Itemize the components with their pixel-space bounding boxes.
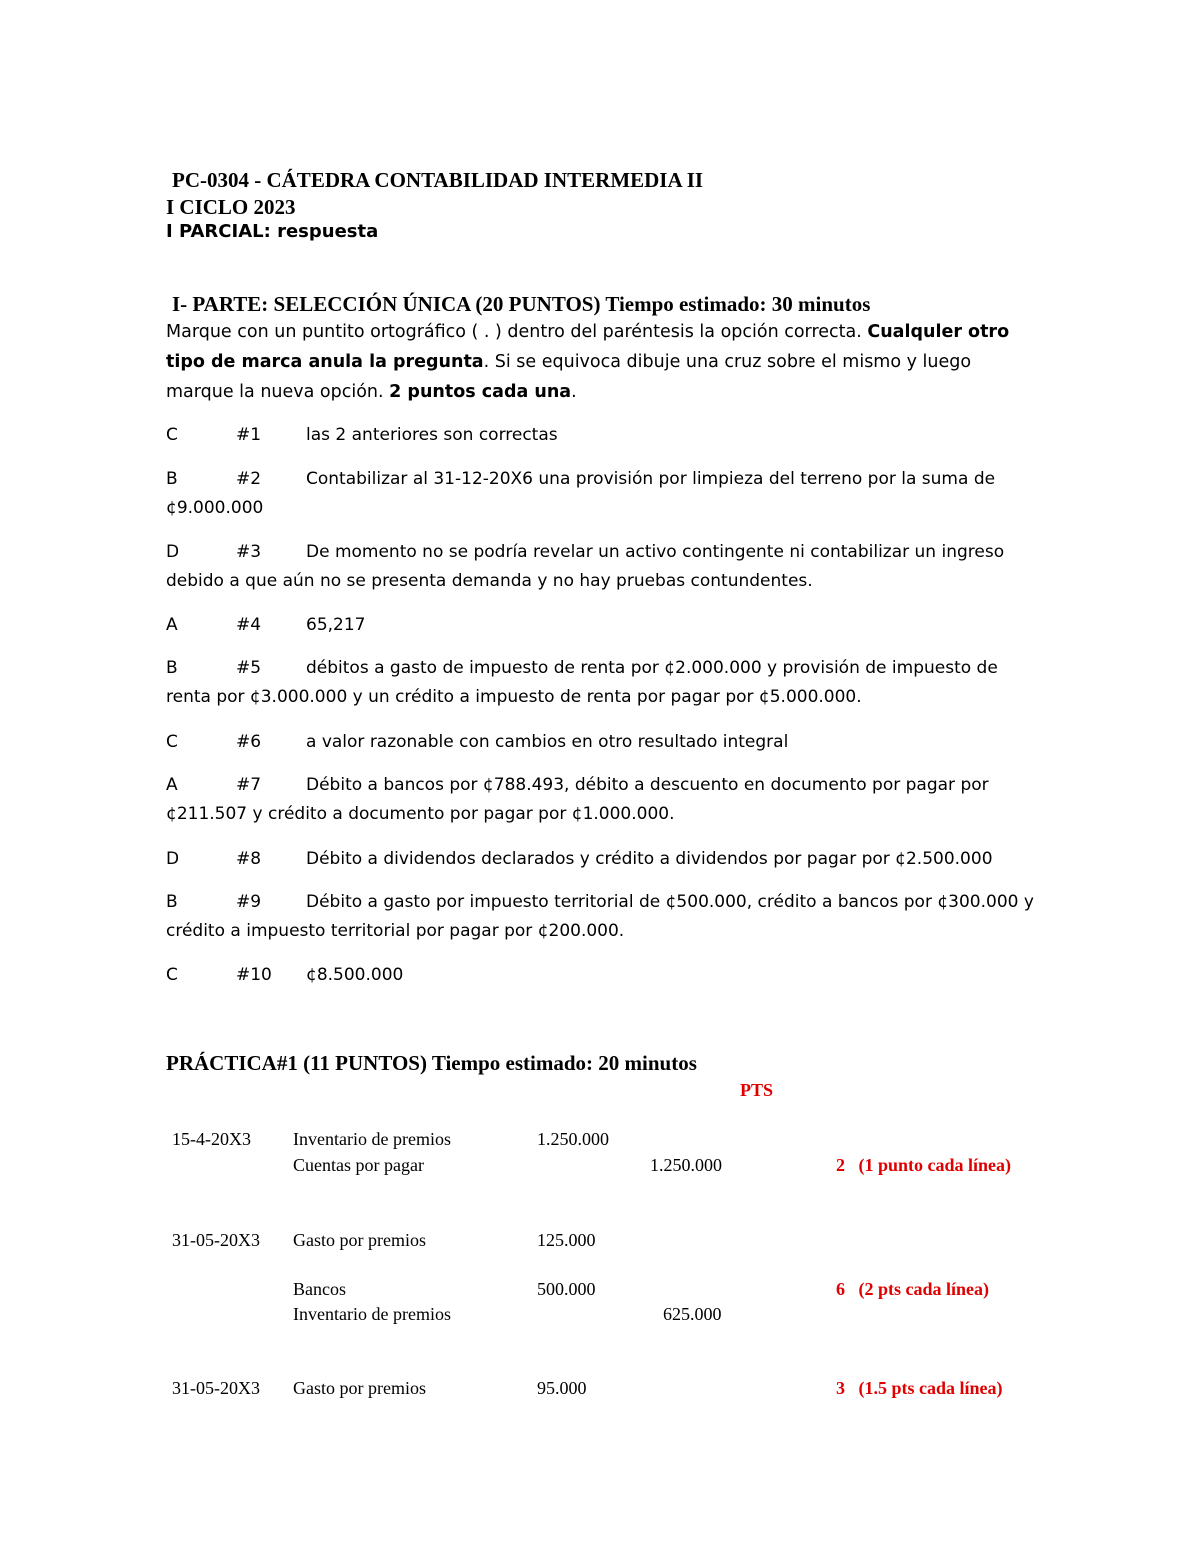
answer-letter: C bbox=[166, 965, 178, 985]
answer-item bbox=[166, 465, 1036, 523]
answer-text: a valor razonable con cambios en otro resultado integral bbox=[306, 732, 789, 752]
answer-text: Débito a dividendos declarados y crédito a dividendos por pagar por ¢2.500.000 bbox=[306, 849, 993, 869]
question-number: #9 bbox=[236, 892, 262, 912]
entry-debit: 500.000 bbox=[537, 1279, 596, 1299]
answer-text: Contabilizar al 31-12-20X6 una provisión por limpieza del terreno por la suma de ¢9.000.000 bbox=[166, 469, 996, 518]
answer-text: De momento no se podría revelar un activo contingente ni contabilizar un ingreso debido a que aún no se presenta demanda y no hay pruebas contundentes. bbox=[166, 542, 1005, 591]
entry-points: 6 (2 pts cada línea) bbox=[836, 1279, 989, 1299]
answer-item bbox=[166, 771, 1036, 829]
cycle-label: I CICLO 2023 bbox=[166, 195, 296, 219]
entry-credit: 1.250.000 bbox=[650, 1155, 722, 1175]
course-title: PC-0304 - CÁTEDRA CONTABILIDAD INTERMEDIA II bbox=[172, 168, 704, 192]
answer-item bbox=[166, 538, 1036, 596]
answer-letter: B bbox=[166, 658, 178, 678]
answer-item bbox=[166, 611, 1036, 640]
answer-text: Débito a gasto por impuesto territorial de ¢500.000, crédito a bancos por ¢300.000 y crédito a impuesto territorial por pagar por ¢200.000. bbox=[166, 892, 1034, 941]
entry-account: Gasto por premios bbox=[293, 1230, 426, 1250]
question-number: #4 bbox=[236, 615, 262, 635]
part1-instructions bbox=[166, 317, 1036, 407]
entry-account: Inventario de premios bbox=[293, 1129, 451, 1149]
question-number: #7 bbox=[236, 775, 262, 795]
question-number: #8 bbox=[236, 849, 262, 869]
question-number: #2 bbox=[236, 469, 262, 489]
question-number: #1 bbox=[236, 425, 262, 445]
instr-text-3: . bbox=[571, 382, 577, 402]
part1-title: I- PARTE: SELECCIÓN ÚNICA (20 PUNTOS) Tiempo estimado: 30 minutos bbox=[172, 292, 871, 316]
answer-text: ¢8.500.000 bbox=[306, 965, 404, 985]
entry-account: Cuentas por pagar bbox=[293, 1155, 424, 1175]
question-number: #3 bbox=[236, 542, 262, 562]
answer-letter: B bbox=[166, 469, 178, 489]
entry-account: Inventario de premios bbox=[293, 1304, 451, 1324]
answer-letter: A bbox=[166, 615, 178, 635]
answer-item bbox=[166, 845, 1036, 874]
answer-item bbox=[166, 961, 1036, 990]
answer-text: las 2 anteriores son correctas bbox=[306, 425, 558, 445]
question-number: #6 bbox=[236, 732, 262, 752]
entry-account: Bancos bbox=[293, 1279, 346, 1299]
practice1-title: PRÁCTICA#1 (11 PUNTOS) Tiempo estimado: 20 minutos bbox=[166, 1051, 697, 1075]
entry-date: 31-05-20X3 bbox=[172, 1378, 260, 1398]
answer-item bbox=[166, 728, 1036, 757]
answer-item bbox=[166, 888, 1036, 946]
entry-credit: 625.000 bbox=[663, 1304, 722, 1324]
entry-debit: 1.250.000 bbox=[537, 1129, 609, 1149]
entry-date: 15-4-20X3 bbox=[172, 1129, 251, 1149]
answer-letter: D bbox=[166, 542, 180, 562]
instr-bold-1: Cualquler otro tipo de marca anula la pregunta bbox=[166, 322, 1010, 372]
answer-item bbox=[166, 654, 1036, 712]
entry-debit: 95.000 bbox=[537, 1378, 587, 1398]
question-number: #10 bbox=[236, 965, 272, 985]
answer-letter: D bbox=[166, 849, 180, 869]
entry-account: Gasto por premios bbox=[293, 1378, 426, 1398]
entry-points: 3 (1.5 pts cada línea) bbox=[836, 1378, 1003, 1398]
instr-text-2: . Si se equivoca dibuje una cruz sobre el mismo y luego marque la nueva opción. bbox=[166, 352, 972, 402]
answer-text: Débito a bancos por ¢788.493, débito a descuento en documento por pagar por ¢211.507 y crédito a documento por pagar por ¢1.000.000. bbox=[166, 775, 989, 824]
entry-debit: 125.000 bbox=[537, 1230, 596, 1250]
answer-letter: C bbox=[166, 732, 178, 752]
instr-text-1: Marque con un puntito ortográfico ( . ) dentro del paréntesis la opción correcta. bbox=[166, 322, 868, 342]
exam-label: I PARCIAL: respuesta bbox=[166, 221, 379, 242]
answer-item bbox=[166, 421, 1036, 450]
answer-text: 65,217 bbox=[306, 615, 366, 635]
answer-letter: B bbox=[166, 892, 178, 912]
question-number: #5 bbox=[236, 658, 262, 678]
entry-date: 31-05-20X3 bbox=[172, 1230, 260, 1250]
answer-text: débitos a gasto de impuesto de renta por ¢2.000.000 y provisión de impuesto de renta por ¢3.000.000 y un crédito a impuesto de renta por pagar por ¢5.000.000. bbox=[166, 658, 998, 707]
answer-letter: C bbox=[166, 425, 178, 445]
entry-points: 2 (1 punto cada línea) bbox=[836, 1155, 1012, 1175]
instr-bold-2: 2 puntos cada una bbox=[389, 382, 572, 402]
answer-letter: A bbox=[166, 775, 178, 795]
pts-header: PTS bbox=[740, 1080, 774, 1100]
